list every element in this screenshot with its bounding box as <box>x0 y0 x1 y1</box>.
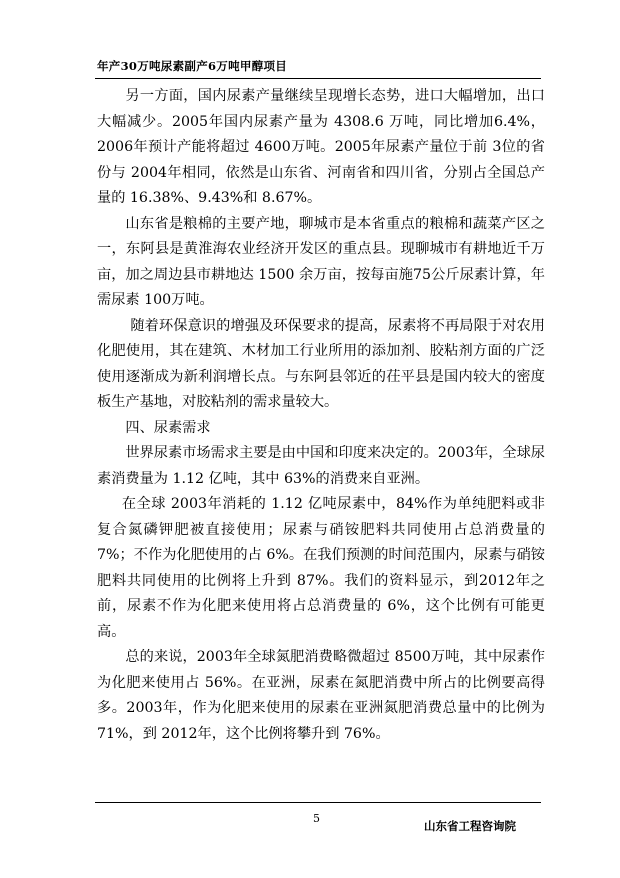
paragraph-industrial-use: 随着环保意识的增强及环保要求的提高，尿素将不再局限于对农用化肥使用，其在建筑、木材加工行业所用的添加剂、胶粘剂方面的广泛使用逐渐成为新利润增长点。与东阿县邻近的茌平县是国内较大的密度板生产基地，对胶粘剂的需求量较大。 <box>97 317 545 410</box>
paragraph-nitrogen-fertilizer: 总的来说，2003年全球氮肥消费略微超过 8500万吨，其中尿素作为化肥来使用占 56%。在亚洲，尿素在氮肥消费中所占的比例要高得多。2003年，作为化肥来使用的尿素在亚洲氮肥消费总量中的比例为 71%，到 2012年，这个比例将攀升到 76%。 <box>97 649 545 742</box>
paragraph-domestic-output: 另一方面，国内尿素产量继续呈现增长态势，进口大幅增加，出口大幅减少。2005年国内尿素产量为 4308.6 万吨，同比增加6.4%，2006年预计产能将超过 4600万吨。2005年尿素产量位于前 3位的省份与 2004年相同，依然是山东省、河南省和四川省，分别占全国总产量的 16.38%、9.43%和 8.67%。 <box>97 88 545 206</box>
document-body <box>97 84 545 747</box>
footer-organization: 山东省工程咨询院 <box>424 819 516 833</box>
paragraph-global-consumption: 在全球 2003年消耗的 1.12 亿吨尿素中，84%作为单纯肥料或非复合氮磷钾肥被直接使用；尿素与硝铵肥料共同使用占总消费量的 7%；不作为化肥使用的占 6%。在我们预测的时间范围内，尿素与硝铵肥料共同使用的比例将上升到 87%。我们的资料显示，到2012年之前，尿素不作为化肥来使用将占总消费量的 6%，这个比例有可能更高。 <box>97 496 545 640</box>
header-divider <box>95 78 541 79</box>
paragraph-shandong-demand: 山东省是粮棉的主要产地，聊城市是本省重点的粮棉和蔬菜产区之一，东阿县是黄淮海农业经济开发区的重点县。现聊城市有耕地近千万亩，加之周边县市耕地达 1500 余万亩，按每亩施75公斤尿素计算，年需尿素 100万吨。 <box>97 215 545 308</box>
section-heading-urea-demand: 四、尿素需求 <box>125 419 211 436</box>
header-title: 年产30万吨尿素副产6万吨甲醇项目 <box>97 59 288 73</box>
footer-divider <box>95 802 541 803</box>
page-number: 5 <box>313 812 320 825</box>
paragraph-world-market: 世界尿素市场需求主要是由中国和印度来决定的。2003年，全球尿素消费量为 1.12 亿吨，其中 63%的消费来自亚洲。 <box>97 445 545 487</box>
